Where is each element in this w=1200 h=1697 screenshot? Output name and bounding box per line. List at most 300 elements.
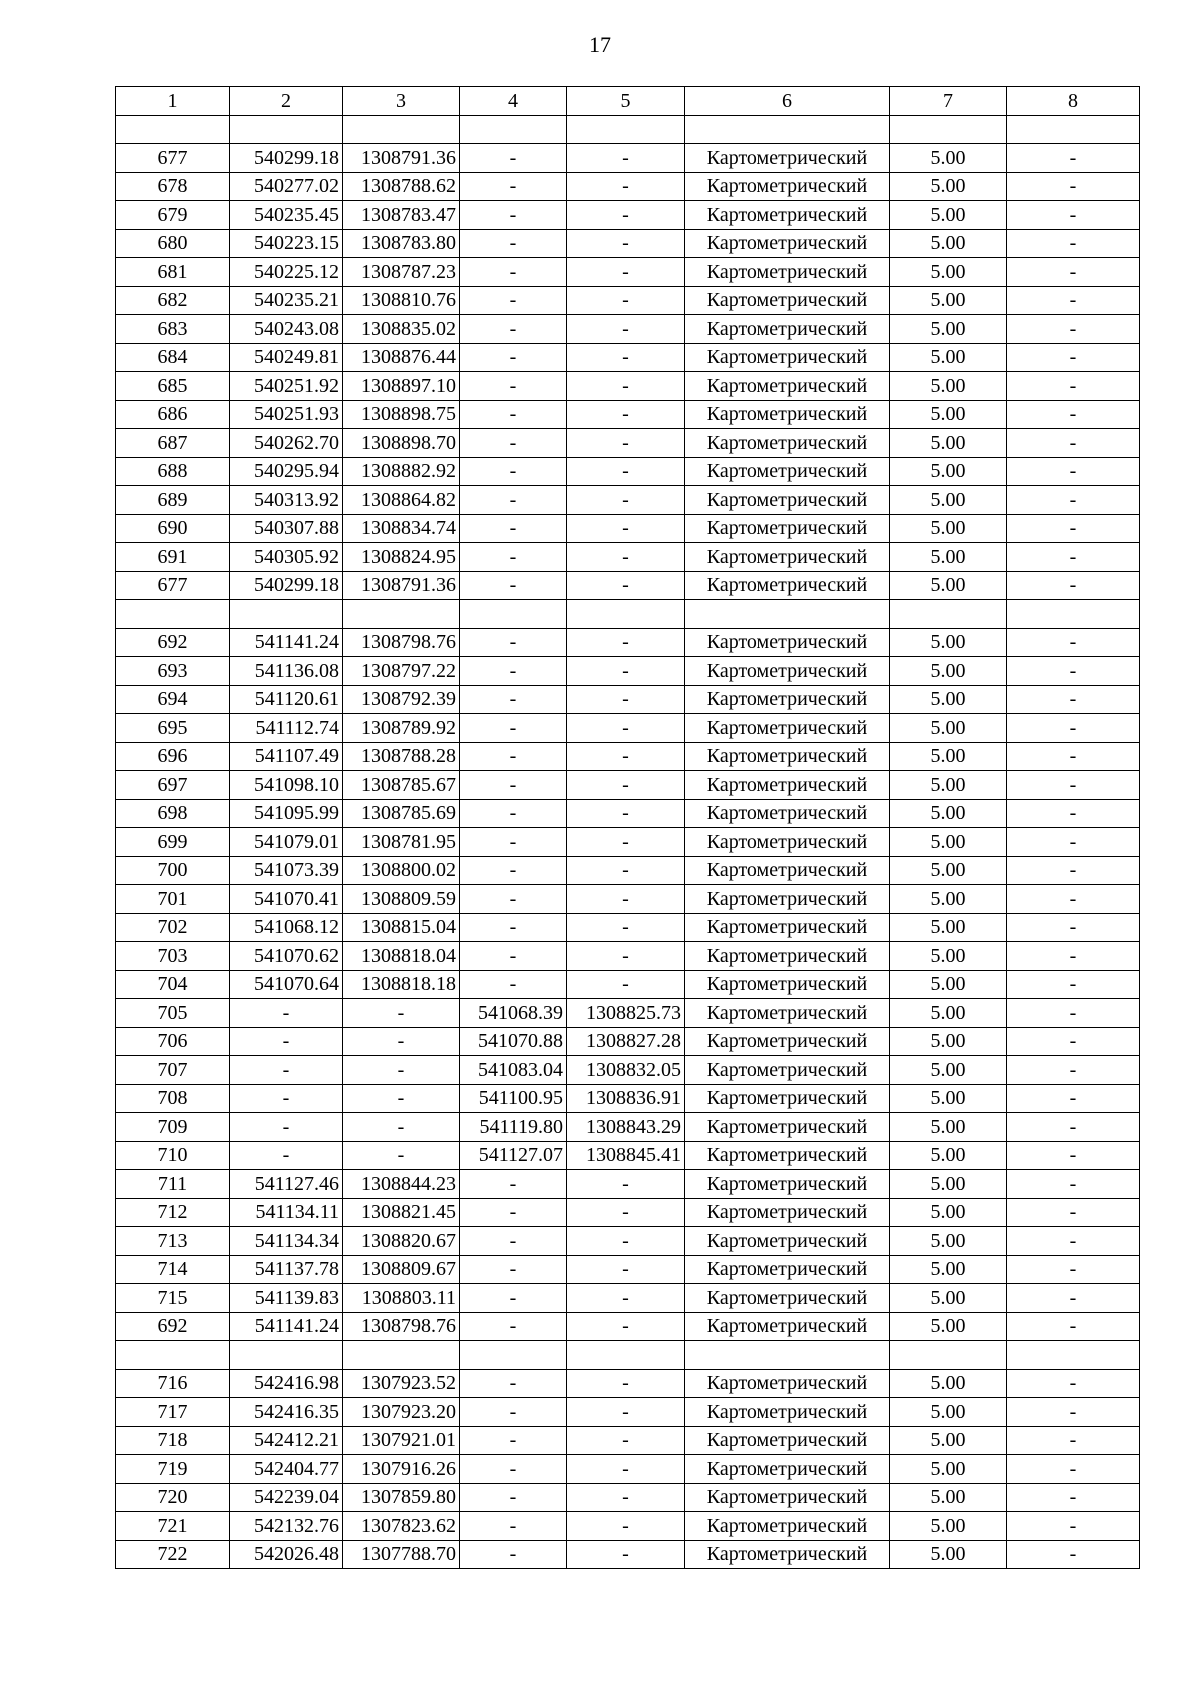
cell-note: - (1007, 1170, 1140, 1199)
table-row (116, 685, 1140, 714)
cell-coord-y-new (567, 115, 685, 144)
cell-accuracy: 5.00 (890, 1141, 1007, 1170)
table-header (116, 87, 1140, 116)
cell-accuracy: 5.00 (890, 315, 1007, 344)
cell-method: Картометрический (685, 1398, 890, 1427)
cell-method: Картометрический (685, 1312, 890, 1341)
cell-coord-x (230, 115, 343, 144)
cell-coord-y-new: - (567, 229, 685, 258)
cell-coord-x-new: - (460, 144, 567, 173)
cell-coord-y-new: - (567, 1284, 685, 1313)
cell-coord-x: 542416.35 (230, 1398, 343, 1427)
cell-coord-y: - (343, 1084, 460, 1113)
cell-coord-x-new: - (460, 799, 567, 828)
cell-coord-x-new: - (460, 1170, 567, 1199)
cell-coord-y-new: - (567, 1170, 685, 1199)
cell-note: - (1007, 1113, 1140, 1142)
cell-coord-y: 1307859.80 (343, 1483, 460, 1512)
cell-coord-x-new: - (460, 771, 567, 800)
cell-coord-x-new: 541083.04 (460, 1056, 567, 1085)
cell-coord-x: 541095.99 (230, 799, 343, 828)
table-row (116, 999, 1140, 1028)
cell-note: - (1007, 372, 1140, 401)
cell-point-number: 697 (116, 771, 230, 800)
cell-coord-y-new: - (567, 742, 685, 771)
cell-accuracy: 5.00 (890, 1198, 1007, 1227)
cell-accuracy: 5.00 (890, 771, 1007, 800)
cell-coord-x: 541098.10 (230, 771, 343, 800)
cell-note: - (1007, 913, 1140, 942)
table-row (116, 543, 1140, 572)
cell-method: Картометрический (685, 486, 890, 515)
cell-coord-y-new: - (567, 714, 685, 743)
cell-method: Картометрический (685, 1284, 890, 1313)
cell-note: - (1007, 486, 1140, 515)
cell-point-number: 692 (116, 1312, 230, 1341)
cell-coord-x: 540277.02 (230, 172, 343, 201)
cell-point-number: 707 (116, 1056, 230, 1085)
cell-note: - (1007, 828, 1140, 857)
table-row (116, 942, 1140, 971)
cell-accuracy: 5.00 (890, 942, 1007, 971)
cell-coord-x: - (230, 999, 343, 1028)
cell-accuracy: 5.00 (890, 1255, 1007, 1284)
cell-coord-y-new: - (567, 1426, 685, 1455)
cell-note: - (1007, 229, 1140, 258)
cell-method: Картометрический (685, 1227, 890, 1256)
cell-method: Картометрический (685, 372, 890, 401)
cell-note: - (1007, 942, 1140, 971)
table-row (116, 856, 1140, 885)
cell-note: - (1007, 400, 1140, 429)
cell-coord-x: 540235.21 (230, 286, 343, 315)
cell-coord-x: 541134.11 (230, 1198, 343, 1227)
cell-point-number: 716 (116, 1369, 230, 1398)
cell-point-number: 699 (116, 828, 230, 857)
cell-coord-y: 1308810.76 (343, 286, 460, 315)
cell-coord-y: 1308864.82 (343, 486, 460, 515)
cell-note: - (1007, 514, 1140, 543)
cell-accuracy: 5.00 (890, 172, 1007, 201)
cell-point-number: 702 (116, 913, 230, 942)
cell-accuracy: 5.00 (890, 1369, 1007, 1398)
cell-coord-y: 1308882.92 (343, 457, 460, 486)
cell-coord-y: 1308783.80 (343, 229, 460, 258)
cell-point-number: 704 (116, 970, 230, 999)
cell-coord-x-new: - (460, 856, 567, 885)
cell-coord-x-new: - (460, 1540, 567, 1569)
cell-coord-x: - (230, 1113, 343, 1142)
cell-coord-x: 541141.24 (230, 1312, 343, 1341)
cell-coord-x: 542412.21 (230, 1426, 343, 1455)
cell-coord-x: 542132.76 (230, 1512, 343, 1541)
cell-point-number: 706 (116, 1027, 230, 1056)
cell-coord-x-new (460, 115, 567, 144)
cell-method: Картометрический (685, 714, 890, 743)
cell-accuracy (890, 115, 1007, 144)
cell-coord-x-new: - (460, 172, 567, 201)
cell-coord-x: 541070.41 (230, 885, 343, 914)
cell-point-number: 683 (116, 315, 230, 344)
cell-coord-x: 540299.18 (230, 144, 343, 173)
cell-accuracy: 5.00 (890, 571, 1007, 600)
cell-accuracy: 5.00 (890, 828, 1007, 857)
cell-method: Картометрический (685, 315, 890, 344)
cell-method: Картометрический (685, 1056, 890, 1085)
column-header-7: 7 (890, 87, 1007, 116)
cell-point-number: 717 (116, 1398, 230, 1427)
cell-accuracy: 5.00 (890, 343, 1007, 372)
cell-coord-x-new: - (460, 742, 567, 771)
cell-coord-x-new: - (460, 1398, 567, 1427)
cell-point-number: 722 (116, 1540, 230, 1569)
cell-point-number: 700 (116, 856, 230, 885)
cell-coord-x: 540249.81 (230, 343, 343, 372)
column-header-1: 1 (116, 87, 230, 116)
cell-method: Картометрический (685, 628, 890, 657)
cell-coord-y-new: - (567, 1455, 685, 1484)
table-row (116, 115, 1140, 144)
cell-coord-y: 1308897.10 (343, 372, 460, 401)
table-row (116, 1369, 1140, 1398)
cell-coord-x: 540262.70 (230, 429, 343, 458)
cell-method: Картометрический (685, 1255, 890, 1284)
cell-coord-y-new: - (567, 1198, 685, 1227)
cell-note: - (1007, 1512, 1140, 1541)
cell-coord-y-new: - (567, 685, 685, 714)
table-row (116, 1512, 1140, 1541)
cell-coord-x: 540243.08 (230, 315, 343, 344)
cell-coord-y: 1307921.01 (343, 1426, 460, 1455)
cell-coord-y: 1308876.44 (343, 343, 460, 372)
cell-accuracy: 5.00 (890, 1540, 1007, 1569)
cell-method: Картометрический (685, 258, 890, 287)
cell-point-number: 712 (116, 1198, 230, 1227)
cell-method: Картометрический (685, 1198, 890, 1227)
cell-point-number: 708 (116, 1084, 230, 1113)
table-row (116, 1483, 1140, 1512)
cell-coord-x-new (460, 1341, 567, 1370)
cell-point-number (116, 600, 230, 629)
cell-accuracy: 5.00 (890, 1027, 1007, 1056)
cell-point-number: 696 (116, 742, 230, 771)
cell-coord-y-new: - (567, 343, 685, 372)
cell-note: - (1007, 1227, 1140, 1256)
cell-coord-x: 540225.12 (230, 258, 343, 287)
cell-coord-x: 541120.61 (230, 685, 343, 714)
cell-coord-x-new: - (460, 429, 567, 458)
cell-accuracy: 5.00 (890, 514, 1007, 543)
cell-coord-x: 542404.77 (230, 1455, 343, 1484)
cell-point-number: 688 (116, 457, 230, 486)
cell-note: - (1007, 856, 1140, 885)
cell-coord-x-new: 541100.95 (460, 1084, 567, 1113)
column-header-6: 6 (685, 87, 890, 116)
cell-accuracy: 5.00 (890, 1056, 1007, 1085)
cell-method: Картометрический (685, 1426, 890, 1455)
cell-method: Картометрический (685, 828, 890, 857)
cell-method: Картометрический (685, 856, 890, 885)
cell-coord-x: 542026.48 (230, 1540, 343, 1569)
cell-point-number (116, 115, 230, 144)
cell-coord-y-new: - (567, 315, 685, 344)
cell-accuracy: 5.00 (890, 1512, 1007, 1541)
cell-coord-y-new: - (567, 286, 685, 315)
table-row (116, 343, 1140, 372)
table-row (116, 913, 1140, 942)
cell-coord-x-new: - (460, 1512, 567, 1541)
cell-coord-y-new: - (567, 942, 685, 971)
cell-method: Картометрический (685, 457, 890, 486)
cell-coord-x-new: - (460, 1312, 567, 1341)
cell-coord-y: 1308824.95 (343, 543, 460, 572)
cell-coord-x: 541107.49 (230, 742, 343, 771)
cell-method: Картометрический (685, 429, 890, 458)
table-row (116, 1426, 1140, 1455)
cell-coord-y-new: 1308845.41 (567, 1141, 685, 1170)
table-row (116, 742, 1140, 771)
cell-method: Картометрический (685, 799, 890, 828)
cell-coord-x-new: - (460, 1455, 567, 1484)
table-row (116, 400, 1140, 429)
cell-method: Картометрический (685, 657, 890, 686)
cell-coord-x-new: - (460, 1483, 567, 1512)
cell-coord-x-new: - (460, 229, 567, 258)
cell-accuracy: 5.00 (890, 1284, 1007, 1313)
table-row (116, 457, 1140, 486)
cell-method: Картометрический (685, 913, 890, 942)
cell-note: - (1007, 201, 1140, 230)
cell-coord-y: 1308783.47 (343, 201, 460, 230)
table-row (116, 970, 1140, 999)
cell-coord-x: - (230, 1056, 343, 1085)
cell-point-number (116, 1341, 230, 1370)
cell-coord-y-new: 1308827.28 (567, 1027, 685, 1056)
cell-coord-y-new: - (567, 486, 685, 515)
cell-point-number: 686 (116, 400, 230, 429)
cell-accuracy: 5.00 (890, 258, 1007, 287)
cell-coord-x-new: - (460, 457, 567, 486)
cell-coord-y: - (343, 1027, 460, 1056)
cell-coord-x: 540251.92 (230, 372, 343, 401)
column-header-8: 8 (1007, 87, 1140, 116)
table-row (116, 486, 1140, 515)
cell-method (685, 1341, 890, 1370)
cell-method: Картометрический (685, 144, 890, 173)
cell-coord-x (230, 1341, 343, 1370)
cell-coord-y: 1307916.26 (343, 1455, 460, 1484)
cell-accuracy: 5.00 (890, 885, 1007, 914)
cell-accuracy: 5.00 (890, 372, 1007, 401)
cell-coord-y-new: - (567, 258, 685, 287)
cell-note: - (1007, 1255, 1140, 1284)
cell-coord-y-new: - (567, 1312, 685, 1341)
cell-accuracy: 5.00 (890, 429, 1007, 458)
cell-method: Картометрический (685, 400, 890, 429)
table-row (116, 1027, 1140, 1056)
cell-note: - (1007, 970, 1140, 999)
cell-coord-x: 541073.39 (230, 856, 343, 885)
table-row (116, 1056, 1140, 1085)
cell-coord-x-new: - (460, 970, 567, 999)
cell-coord-y: - (343, 1113, 460, 1142)
cell-method: Картометрический (685, 286, 890, 315)
cell-coord-y (343, 115, 460, 144)
cell-coord-y: 1307923.52 (343, 1369, 460, 1398)
cell-accuracy: 5.00 (890, 714, 1007, 743)
cell-accuracy: 5.00 (890, 657, 1007, 686)
cell-coord-x-new: - (460, 315, 567, 344)
cell-note (1007, 1341, 1140, 1370)
cell-coord-y: - (343, 1056, 460, 1085)
cell-method: Картометрический (685, 1113, 890, 1142)
cell-coord-y-new: 1308825.73 (567, 999, 685, 1028)
column-header-4: 4 (460, 87, 567, 116)
cell-point-number: 713 (116, 1227, 230, 1256)
cell-point-number: 695 (116, 714, 230, 743)
cell-point-number: 692 (116, 628, 230, 657)
cell-coord-x-new: - (460, 372, 567, 401)
cell-coord-y: 1308785.67 (343, 771, 460, 800)
cell-coord-y: 1308800.02 (343, 856, 460, 885)
cell-point-number: 684 (116, 343, 230, 372)
cell-method: Картометрический (685, 571, 890, 600)
cell-point-number: 693 (116, 657, 230, 686)
cell-coord-y-new: - (567, 543, 685, 572)
cell-coord-x-new: - (460, 400, 567, 429)
cell-coord-x-new: - (460, 1227, 567, 1256)
cell-accuracy: 5.00 (890, 685, 1007, 714)
cell-method: Картометрический (685, 229, 890, 258)
cell-coord-x: - (230, 1084, 343, 1113)
cell-note: - (1007, 1540, 1140, 1569)
cell-point-number: 721 (116, 1512, 230, 1541)
cell-coord-x: 541127.46 (230, 1170, 343, 1199)
cell-accuracy: 5.00 (890, 1426, 1007, 1455)
cell-coord-y-new: - (567, 400, 685, 429)
cell-coord-x: 540313.92 (230, 486, 343, 515)
cell-accuracy (890, 600, 1007, 629)
cell-coord-y-new: - (567, 1398, 685, 1427)
table-row (116, 1455, 1140, 1484)
cell-note: - (1007, 571, 1140, 600)
cell-point-number: 681 (116, 258, 230, 287)
cell-coord-y-new: - (567, 913, 685, 942)
cell-coord-x-new: - (460, 1426, 567, 1455)
cell-coord-x-new: 541127.07 (460, 1141, 567, 1170)
cell-method: Картометрический (685, 885, 890, 914)
cell-point-number: 677 (116, 571, 230, 600)
cell-point-number: 679 (116, 201, 230, 230)
cell-method: Картометрический (685, 1483, 890, 1512)
cell-note: - (1007, 628, 1140, 657)
cell-coord-x-new: - (460, 1284, 567, 1313)
cell-point-number: 719 (116, 1455, 230, 1484)
cell-coord-x-new: - (460, 571, 567, 600)
cell-point-number: 691 (116, 543, 230, 572)
cell-accuracy: 5.00 (890, 856, 1007, 885)
table-row (116, 714, 1140, 743)
cell-accuracy: 5.00 (890, 543, 1007, 572)
cell-note: - (1007, 1198, 1140, 1227)
cell-coord-x: 541068.12 (230, 913, 343, 942)
cell-method: Картометрический (685, 1141, 890, 1170)
cell-coord-x: - (230, 1141, 343, 1170)
table-row (116, 514, 1140, 543)
cell-coord-x: 540223.15 (230, 229, 343, 258)
cell-point-number: 711 (116, 1170, 230, 1199)
cell-method: Картометрический (685, 201, 890, 230)
cell-accuracy: 5.00 (890, 1455, 1007, 1484)
cell-accuracy: 5.00 (890, 970, 1007, 999)
cell-accuracy: 5.00 (890, 799, 1007, 828)
cell-coord-x: 541141.24 (230, 628, 343, 657)
cell-accuracy: 5.00 (890, 1483, 1007, 1512)
cell-coord-x: 541070.62 (230, 942, 343, 971)
cell-note: - (1007, 1455, 1140, 1484)
cell-method: Картометрический (685, 1027, 890, 1056)
cell-point-number: 678 (116, 172, 230, 201)
table-body (116, 115, 1140, 1569)
cell-accuracy: 5.00 (890, 628, 1007, 657)
cell-coord-y-new: - (567, 1369, 685, 1398)
cell-point-number: 718 (116, 1426, 230, 1455)
cell-coord-y-new: - (567, 828, 685, 857)
cell-point-number: 710 (116, 1141, 230, 1170)
cell-coord-x: 541137.78 (230, 1255, 343, 1284)
table-row (116, 172, 1140, 201)
cell-coord-x-new: - (460, 1198, 567, 1227)
cell-coord-y: - (343, 999, 460, 1028)
table-row (116, 144, 1140, 173)
cell-coord-y-new: 1308832.05 (567, 1056, 685, 1085)
cell-coord-x: 540295.94 (230, 457, 343, 486)
cell-coord-y: 1307823.62 (343, 1512, 460, 1541)
cell-coord-x: 541139.83 (230, 1284, 343, 1313)
cell-coord-y-new: - (567, 201, 685, 230)
column-header-5: 5 (567, 87, 685, 116)
table-row (116, 1113, 1140, 1142)
table-row (116, 771, 1140, 800)
cell-coord-x-new: - (460, 286, 567, 315)
cell-coord-y-new: - (567, 372, 685, 401)
table-row (116, 1398, 1140, 1427)
table-row (116, 657, 1140, 686)
cell-accuracy: 5.00 (890, 201, 1007, 230)
cell-coord-x-new (460, 600, 567, 629)
cell-point-number: 689 (116, 486, 230, 515)
cell-coord-x: 540307.88 (230, 514, 343, 543)
table-row (116, 1084, 1140, 1113)
cell-coord-y (343, 600, 460, 629)
cell-coord-x: 542239.04 (230, 1483, 343, 1512)
cell-point-number: 690 (116, 514, 230, 543)
cell-method: Картометрический (685, 742, 890, 771)
cell-note: - (1007, 799, 1140, 828)
cell-coord-x-new: - (460, 657, 567, 686)
cell-coord-x-new: 541119.80 (460, 1113, 567, 1142)
cell-accuracy: 5.00 (890, 486, 1007, 515)
table-row (116, 1198, 1140, 1227)
table-row (116, 1255, 1140, 1284)
cell-coord-y: 1308788.62 (343, 172, 460, 201)
cell-coord-x (230, 600, 343, 629)
cell-coord-y-new: - (567, 970, 685, 999)
cell-coord-x-new: 541070.88 (460, 1027, 567, 1056)
cell-coord-y: 1308789.92 (343, 714, 460, 743)
cell-accuracy: 5.00 (890, 457, 1007, 486)
coordinates-table (115, 86, 1140, 1569)
